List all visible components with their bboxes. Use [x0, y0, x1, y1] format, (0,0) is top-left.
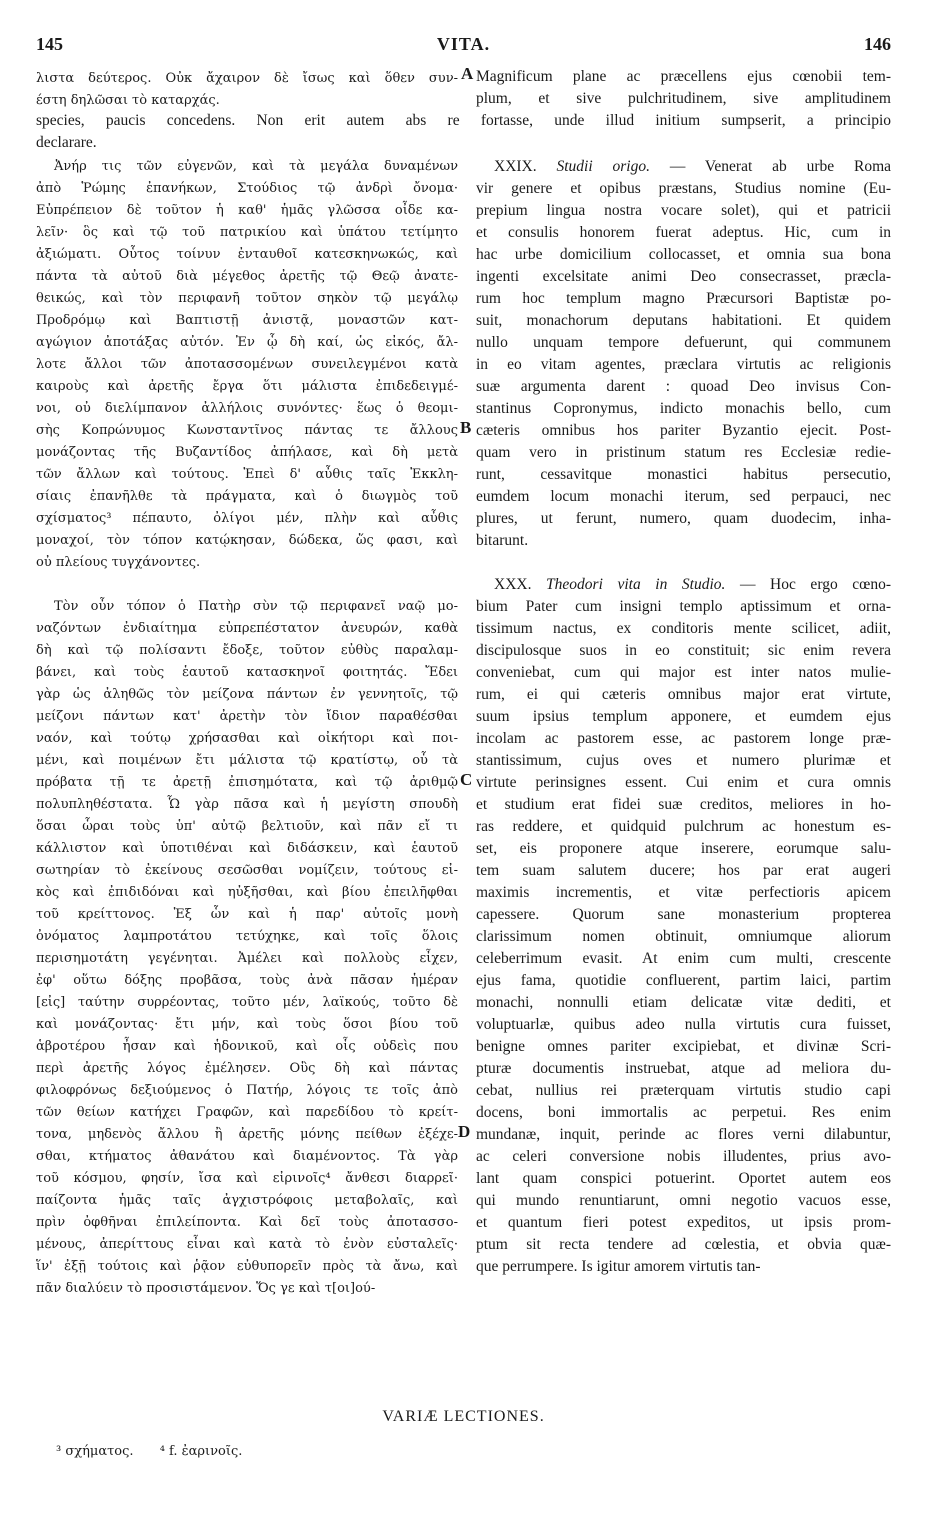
- text-line: σὴς Κοπρώνυμος Κωνσταντῖνος πάντας τε ἄλλους: [36, 423, 458, 438]
- text-line: eumdem locum monachi iterum, sed perpauci, nec: [476, 488, 891, 505]
- text-line: conveniebat, cum qui major est inter natos mulie-: [476, 664, 891, 681]
- latin-heading-xxix: [476, 156, 891, 178]
- text-line: τῶν ἄλλων καὶ τούτους. Ἐπεὶ δ' αὖθις ταῖς Ἐκκλη-: [36, 467, 458, 482]
- text-line: γὰρ ὡς ἀληθῶς τὸν μείζονα πάντων ἐν γεννητοῖς, τῷ: [36, 687, 458, 702]
- margin-marker-a: A: [461, 64, 474, 83]
- text-line: stantinus Copronymus, indicto monachis bello, cum: [476, 400, 891, 417]
- latin-column: [476, 156, 891, 1278]
- text-line: ac celeri conversione nobis illudentes, prius avo-: [476, 1148, 891, 1165]
- text-line: σίαις ἐπανῆλθε τὰ πράγματα, καὶ ὁ διωγμὸς τοῦ: [36, 489, 458, 504]
- text-line: παίζοντα ἡμᾶς ταῖς ἀγχιστρόφοις μεταβολαῖς, καὶ: [36, 1193, 458, 1208]
- text-line: ὀνόματος λαμπροτάτου τετύχηκε, καὶ τοῖς ὅλοις: [36, 929, 458, 944]
- text-line: περισημοτάτη γεγένηται. Ἀμέλει καὶ πολλοὺς εἶχεν,: [36, 951, 458, 966]
- greek-paragraph-1: [36, 156, 458, 574]
- text-line: suæ argumenta darent : quoad Deo invisus Con-: [476, 378, 891, 395]
- text-line: rum, ei qui cæteris omnibus major erat virtute,: [476, 686, 891, 703]
- text-line: virtute perinsignes essent. Cui enim et cura omnis: [476, 774, 891, 791]
- text-line: mundanæ, inquit, perinde ac flores verni dilabuntur,: [476, 1126, 891, 1143]
- text-line: καὶ μονάζοντας· ἔτι μήν, καὶ τοὺς ὅσοι βίου τοῦ: [36, 1017, 458, 1032]
- variae-lectiones-heading: VARIÆ LECTIONES.: [382, 1408, 545, 1425]
- greek-paragraph-2: [36, 596, 458, 1300]
- section-lead: — Venerat ab urbe Roma: [669, 158, 891, 175]
- text-line: φιλοφρόνως δεξιούμενος ὁ Πατήρ, λόγοις τε τοῖς ἀπὸ: [36, 1083, 458, 1098]
- text-line: πολυπληθέστατα. Ὧ γὰρ πᾶσα καὶ ἡ μεγίστη σπουδὴ: [36, 797, 458, 812]
- text-line: in eo vitam agentes, præclara virtutis ac religionis: [476, 356, 891, 373]
- text-line: τονα, μηδενὸς ἄλλου ἢ ἀρετῆς μόνης πείθων ἐξέχε-: [36, 1127, 458, 1142]
- greek-line: έστη δηλῶσαι τὸ καταρχάς.: [36, 93, 220, 108]
- greek-intro: [36, 68, 458, 112]
- text-line: ras reddere, et quidquid pulchrum ac honestum es-: [476, 818, 891, 835]
- text-line: μένι, καὶ ποιμένων ἔτι μάλιστα τῷ κρατίστῳ, οὗ τὰ: [36, 753, 458, 768]
- text-line: ἀπὸ Ῥώμης ἐπανήκων, Στούδιος τῷ ἀνδρὶ ὄνομα·: [36, 181, 458, 196]
- text-line: incolam ac pastorem esse, ac pastorem longe præ-: [476, 730, 891, 747]
- text-line: ejus fama, quotidie confluerent, partim laici, partim: [476, 972, 891, 989]
- full-width-line: declarare.: [36, 134, 97, 151]
- margin-marker-c: C: [460, 770, 473, 789]
- text-line: et quantum fieri potest expeditos, ut ipsis prom-: [476, 1214, 891, 1231]
- text-line: θεικώς, καὶ τὸν περιφανῆ τοῦτον σηκὸν τῷ μεγάλῳ: [36, 291, 458, 306]
- text-line: cebat, nullius rei præterquam virtutis studio capi: [476, 1082, 891, 1099]
- text-line: ἵν' ἐξῇ τούτοις καὶ ῥᾷον εὐθυπορεῖν πρὸς τὰ ἄνω, καὶ: [36, 1259, 458, 1274]
- text-line: discipulosque suos in eo constituit; sic enim revera: [476, 642, 891, 659]
- latin-line: plum, et sive pulchritudinem, sive amplitudinem: [476, 90, 891, 107]
- text-line: et studium erat fidei suæ creditos, meliores in ho-: [476, 796, 891, 813]
- text-line: κὸς καὶ ἐπιδιδόναι καὶ ηὐξῆσθαι, καὶ βίου ἐπειλῆφθαι: [36, 885, 458, 900]
- latin-intro: [476, 66, 891, 110]
- section-number: XXX.: [494, 576, 532, 593]
- text-line: nullo unquam tempore defuerunt, qui communem: [476, 334, 891, 351]
- text-line: Ἀνήρ τις τῶν εὐγενῶν, καὶ τὰ μεγάλα δυναμένων: [54, 159, 458, 174]
- text-line: λεῖν· ὃς καὶ τῷ τοῦ πατρικίου καὶ ὑπάτου τετίμητο: [36, 225, 458, 240]
- running-header: [36, 34, 891, 58]
- text-line: ptum sit recta tendere ad cœlestia, et obvia quæ-: [476, 1236, 891, 1253]
- latin-line: Magnificum plane ac præcellens ejus cœnobii tem-: [476, 68, 891, 85]
- text-line: πρὶν ὀφθῆναι ἐπιλείποντα. Καὶ δεῖ τοὺς ἀποτασσο-: [36, 1215, 458, 1230]
- latin-paragraph-2: [476, 596, 891, 1278]
- footnote-4: ⁴ f. ἐαρινοῖς.: [159, 1444, 243, 1459]
- text-line: ναόν, καὶ τούτῳ χρήσασθαι καὶ οἰκήτορι καὶ ποι-: [36, 731, 458, 746]
- section-number: XXIX.: [494, 158, 537, 175]
- page-number-left: 145: [36, 34, 63, 54]
- text-line: prepium lingua nostra vocare solet), qui et patricii: [476, 202, 891, 219]
- text-line: voluptuarlæ, quibus adeo nulla virtutis cura fuisset,: [476, 1016, 891, 1033]
- section-lead: — Hoc ergo cœno-: [739, 576, 891, 593]
- text-line: μένους, ἀπερίττους εἶναι καὶ κατὰ τὸ ἐνὸν εὐσταλεῖς·: [36, 1237, 458, 1252]
- text-line: docens, boni immortalis ac perpetui. Res enim: [476, 1104, 891, 1121]
- text-line: νοι, οὐ διελίμπανον ἀλλήλοις συνόντες· ἕως ὁ θεομι-: [36, 401, 458, 416]
- text-line: τοῦ κρείττονος. Ἐξ ὧν καὶ ἡ παρ' αὐτοῖς μονὴ: [36, 907, 458, 922]
- text-line: clarissimum nomen obtinuit, omniumque aliorum: [476, 928, 891, 945]
- text-line: hac urbe domicilium collocasset, et omnia sua bona: [476, 246, 891, 263]
- text-line: καιροὺς καὶ ἀρετῆς ἔργα ὅτι μάλιστα ἐπιδεδειγμέ-: [36, 379, 458, 394]
- greek-line: λιστα δεύτερος. Οὐκ ἄχαιρον δὲ ἴσως καὶ ὅθεν συν-: [36, 71, 458, 86]
- text-line: οὐ πλείους τυγχάνοντες.: [36, 555, 201, 570]
- text-line: monachi, nonnulli etiam delicatæ vitæ dediti, et: [476, 994, 891, 1011]
- greek-column: [36, 156, 458, 1300]
- text-line: que perrumpere. Is igitur amorem virtutis tan-: [476, 1258, 761, 1275]
- text-line: bium Pater cum insigni templo aptissimum et orna-: [476, 598, 891, 615]
- latin-paragraph-1: [476, 178, 891, 552]
- text-line: runt, cessavitque monastici habitus persecutio,: [476, 466, 891, 483]
- text-line: Εὐπρέπειον δὲ τοῦτον ἡ καθ' ἡμᾶς γλῶσσα οἶδε κα-: [36, 203, 458, 218]
- text-line: σωτηρίαν τὸ ἐκείνους σεσῶσθαι νομίζειν, τούτους εἰ-: [36, 863, 458, 878]
- margin-marker-d: D: [458, 1122, 471, 1141]
- text-line: περὶ ἀρετῆς λόγος ἐμέλησεν. Οὓς δὴ καὶ πάντας: [36, 1061, 458, 1076]
- text-line: ναζόντων ἐνδιαίτημα εὐπρεπέστατον ἀνευρών, καθὰ: [36, 621, 458, 636]
- text-line: capessere. Quorum sane monasterium propterea: [476, 906, 891, 923]
- text-line: μοναχοί, τὸν τόπον κατῴκησαν, δώδεκα, ὥς φασι, καὶ: [36, 533, 458, 548]
- text-line: ὅσαι ὧραι τοὺς ὑπ' αὐτῷ βελτιοῦν, καὶ πᾶν εἴ τι: [36, 819, 458, 834]
- margin-marker-b: B: [460, 418, 472, 437]
- text-line: αγώγιον ἀποτάξας αὐτόν. Ἐν ᾧ δὴ καί, ὡς εἰκός, ἄλ-: [36, 335, 458, 350]
- text-line: πρόβατα τῇ τε ἀρετῇ ἐπισημότατα, καὶ τῷ ἀριθμῷ: [36, 775, 458, 790]
- page-number-right: 146: [864, 34, 891, 54]
- text-line: βάνει, καὶ τοὺς ἑαυτοῦ κατασκηνοῖ φοιτητάς. Ἔδει: [36, 665, 458, 680]
- full-width-line: species, paucis concedens. Non erit autem abs re fortasse, unde illud initium sumpserit, a principio: [36, 112, 891, 129]
- text-line: τοῦ κόσμου, φησίν, ἴσα καὶ εἰρινοῖς⁴ ἄνθεσι διαρρεῖ·: [36, 1171, 458, 1186]
- text-line: maximis incrementis, et vitæ perfectioris apicem: [476, 884, 891, 901]
- text-line: cæteris omnibus hos pariter Byzantio ejecit. Post-: [476, 422, 891, 439]
- text-line: et consulis honorem fuerat adeptus. Hic, cum in: [476, 224, 891, 241]
- text-line: plures, ut ferunt, numero, quam duodecim, inha-: [476, 510, 891, 527]
- text-line: rum hoc templum magno Præcursori Baptistæ po-: [476, 290, 891, 307]
- text-line: μονάζοντας τῆς Βυζαντίδος ἀπήλασε, καὶ δὴ μετὰ: [36, 445, 458, 460]
- text-line: ἐφ' οὕτω δόξης προβᾶσα, τοὺς ἀνὰ πᾶσαν ἡμέραν: [36, 973, 458, 988]
- text-line: vir genere et opibus præstans, Studius nomine (Eu-: [476, 180, 891, 197]
- running-title: VITA.: [436, 34, 491, 54]
- section-title: Theodori vita in Studio.: [546, 576, 726, 593]
- text-line: τῶν θείων κατήχει Γραφῶν, καὶ παρεδίδου τὸ κρείτ-: [36, 1105, 458, 1120]
- text-line: μείζονι πάντων κατ' ἀρετὴν τὸν ἴδιον παραθέσθαι: [36, 709, 458, 724]
- text-line: δὴ καὶ τῷ πολίσαντι ἔδοξε, τοῦτον εὐθὺς παραλαμ-: [36, 643, 458, 658]
- text-line: σχίσματος³ πέπαυτο, ὀλίγοι μέν, πλὴν καὶ αὖθις: [36, 511, 458, 526]
- text-line: bitarunt.: [476, 532, 529, 549]
- latin-heading-xxx: [476, 574, 891, 596]
- text-line: Τὸν οὖν τόπον ὁ Πατὴρ σὺν τῷ περιφανεῖ ναῷ μο-: [54, 599, 458, 614]
- text-line: tissimum nactus, ex conditoris mente scilicet, adiit,: [476, 620, 891, 637]
- text-line: κάλλιστον καὶ ὑποτιθέναι καὶ διδάσκειν, καὶ ἑαυτοῦ: [36, 841, 458, 856]
- text-line: qui mundo renuntiarunt, omni negotio vacuos esse,: [476, 1192, 891, 1209]
- footnote-3: ³ σχήματος.: [56, 1444, 134, 1459]
- text-line: ingenti excelsitate animi Deo consecrasset, præcla-: [476, 268, 891, 285]
- text-line: quam vero in pristinum statum res Ecclesiæ redie-: [476, 444, 891, 461]
- text-line: Προδρόμῳ καὶ Βαπτιστῇ ἀνιστᾷ, μοναστῶν κατ-: [36, 313, 458, 328]
- text-line: lant quam conspici potuerint. Oportet autem eos: [476, 1170, 891, 1187]
- footnotes: [56, 1444, 264, 1459]
- text-line: celeberrimum evasit. At enim cum multi, crescente: [476, 950, 891, 967]
- text-line: πάντα τὰ αὐτοῦ διὰ μέγεθος ἀρετῆς τῷ Θεῷ ἀνατε-: [36, 269, 458, 284]
- text-line: stantissimum, cujus oves et numero plurimæ et: [476, 752, 891, 769]
- text-line: λοτε ἄλλοι τῶν ἀποτασσομένων συνειλεγμένοι κατὰ: [36, 357, 458, 372]
- text-line: set, eis proponere atque inserere, eorumque salu-: [476, 840, 891, 857]
- section-title: Studii origo.: [556, 158, 650, 175]
- text-line: benigne omnes pariter excipiebat, et divinæ Scri-: [476, 1038, 891, 1055]
- text-line: pturæ documentis instruebat, atque ad meliora du-: [476, 1060, 891, 1077]
- text-line: tem suam salutem ducere; hos par erat augeri: [476, 862, 891, 879]
- text-line: [εἰς] ταύτην συρρέοντας, τοῦτο μέν, λαϊκούς, τοῦτο δὲ: [36, 995, 458, 1010]
- text-line: ἀξιώματι. Οὗτος τοίνυν ἐνταυθοῖ κατεσκηνωκώς, καὶ: [36, 247, 458, 262]
- text-line: suit, monachorum deputans habitationi. Et quidem: [476, 312, 891, 329]
- text-line: σθαι, κτήματος ἀθανάτου καὶ διαμένοντος. Τὰ γὰρ: [36, 1149, 458, 1164]
- text-line: ἁβροτέρου ἦσαν καὶ ἡδονικοῦ, καὶ οἷς οὐδεὶς που: [36, 1039, 458, 1054]
- text-line: πᾶν διαλύειν τὸ προσιστάμενον. Ὅς γε καὶ τ[οι]ού-: [36, 1281, 376, 1296]
- text-line: suum ipsius templum apponere, et eumdem ejus: [476, 708, 891, 725]
